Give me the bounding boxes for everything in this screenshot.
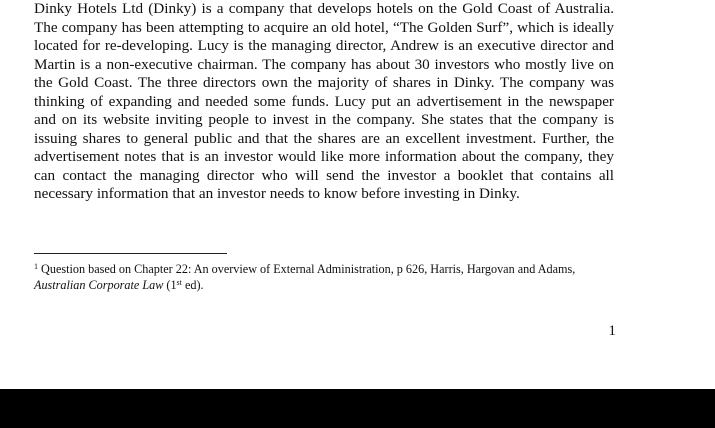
bottom-black-bar: [0, 389, 715, 428]
body-paragraph: Dinky Hotels Ltd (Dinky) is a company that develops hotels on the Gold Coast of Australia. The company has been attempting to acquire an old hotel, “The Golden Surf”, which is ideally located for re-developing. Lucy is the managing director, Andrew is an executive director and Martin is a non-executive chairman. The company has about 30 investors who mostly live on the Gold Coast. The three directors own the majority of shares in Dinky. The company was thinking of expanding and needed some funds. Lucy put an advertisement in the newspaper and on its website inviting people to invest in the company. She states that the company is issuing shares to general public and that the shares are an excellent investment. Further, the advertisement notes that is an investor would like more information about the company, they can contact the managing director who will send the investor a booklet that contains all necessary information that an investor needs to know before investing in Dinky.: [34, 0, 614, 202]
footnote-edition-sup: st: [176, 278, 182, 287]
footnote-text: Question based on Chapter 22: An overview of External Administration, p 626, Harris, Hargovan and Adams,: [38, 262, 576, 276]
footnote-marker: 1: [34, 262, 38, 271]
footnote: [34, 261, 614, 293]
footnote-edition-close: ed).: [181, 278, 204, 292]
footnote-separator: [34, 253, 227, 254]
page-number: 1: [608, 322, 616, 339]
footnote-edition-open: (1: [163, 278, 177, 292]
footnote-book-title: Australian Corporate Law: [34, 278, 164, 292]
